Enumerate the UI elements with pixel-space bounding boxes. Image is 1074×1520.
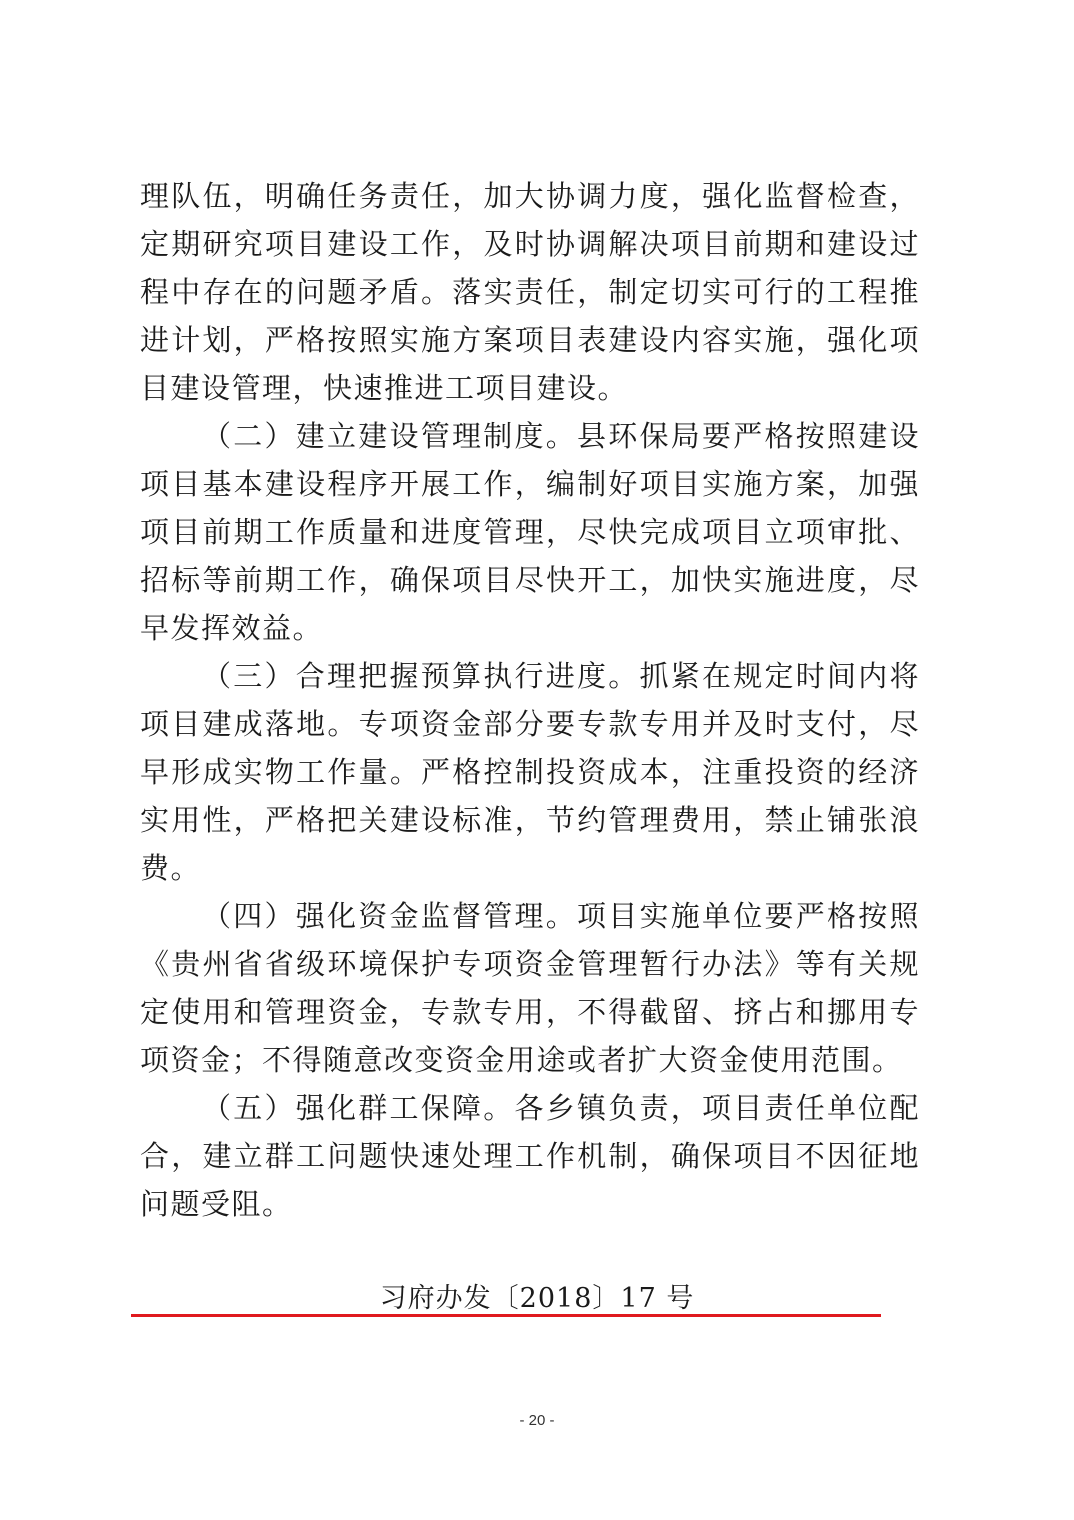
paragraph-continuation: 理队伍，明确任务责任，加大协调力度，强化监督检查，定期研究项目建设工作，及时协调解决项目前期和建设过程中存在的问题矛盾。落实责任，制定切实可行的工程推进计划，严格按照实施方案项目表建设内容实施，强化项目建设管理，快速推进工项目建设。 xyxy=(140,179,920,405)
red-divider-line xyxy=(131,1314,881,1317)
paragraph-section-5: （五）强化群工保障。各乡镇负责，项目责任单位配合，建立群工问题快速处理工作机制，确保项目不因征地问题受阻。 xyxy=(140,1091,920,1221)
page-number: - 20 - xyxy=(519,1412,555,1429)
paragraph-section-2: （二）建立建设管理制度。县环保局要严格按照建设项目基本建设程序开展工作，编制好项目实施方案，加强项目前期工作质量和进度管理，尽快完成项目立项审批、招标等前期工作，确保项目尽快开工，加快实施进度，尽早发挥效益。 xyxy=(140,419,920,645)
document-body xyxy=(140,172,920,1228)
paragraph-section-3: （三）合理把握预算执行进度。抓紧在规定时间内将项目建成落地。专项资金部分要专款专用并及时支付，尽早形成实物工作量。严格控制投资成本，注重投资的经济实用性，严格把关建设标准，节约管理费用，禁止铺张浪费。 xyxy=(140,659,920,885)
document-number: 习府办发〔2018〕17 号 xyxy=(379,1283,695,1314)
paragraph-section-4: （四）强化资金监督管理。项目实施单位要严格按照《贵州省省级环境保护专项资金管理暂行办法》等有关规定使用和管理资金，专款专用，不得截留、挤占和挪用专项资金；不得随意改变资金用途或者扩大资金使用范围。 xyxy=(140,899,920,1077)
